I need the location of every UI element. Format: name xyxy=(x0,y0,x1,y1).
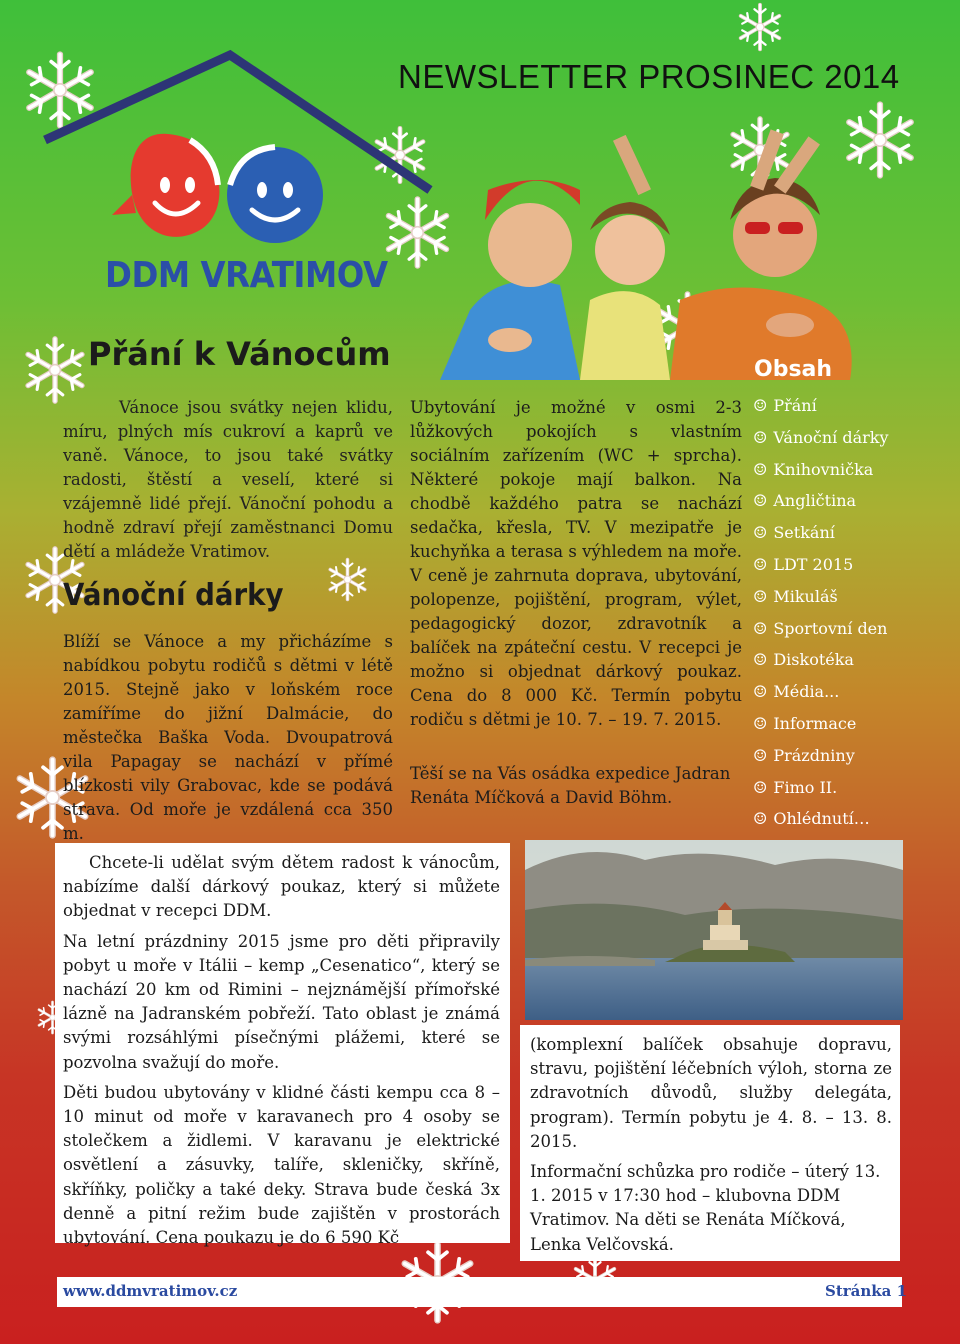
contents-item[interactable]: ☺ Vánoční dárky xyxy=(753,427,889,447)
contents-list xyxy=(753,390,889,835)
contents-item[interactable]: ☺ Angličtina xyxy=(753,491,857,511)
accommodation-paragraph: Ubytování je možné v osmi 2-3 lůžkových pokojích s vlastním sociálním zařízením (WC + sprcha). Některé pokoje mají balkon. Na chodbě každého patra se nachází sedačka, křesla, TV. V mezipatře je kuchyňka a terasa s výhledem na moře. V ceně je zahrnuta doprava, ubytování, polopenze, pojištění, program, výlet, pedagogický dozor, zdravotník a balíček na zpáteční cestu. V recepci je možno si objednat dárkový poukaz. Cena do 8 000 Kč. Termín pobytu rodiču s dětmi je 10. 7. – 19. 7. 2015. xyxy=(410,398,742,729)
contents-item[interactable]: ☺ Ohlédnutí… xyxy=(753,809,870,829)
contents-item[interactable]: ☺ Diskotéka xyxy=(753,650,854,670)
org-name: DDM VRATIMOV xyxy=(105,255,388,296)
gifts-heading: Vánoční dárky xyxy=(63,578,284,613)
smiley-icon: ☺ xyxy=(753,745,768,765)
italy-offer-box xyxy=(55,843,510,1248)
smiley-icon: ☺ xyxy=(753,491,768,511)
page-number: Stránka 1 xyxy=(825,1282,908,1300)
smiley-icon: ☺ xyxy=(753,427,768,447)
smiley-icon: ☺ xyxy=(753,586,768,606)
signature-paragraph: Těší se na Vás osádka expedice Jadran Renáta Míčková a David Böhm. xyxy=(410,764,731,807)
smiley-icon: ☺ xyxy=(753,459,768,479)
contents-item[interactable]: ☺ Mikuláš xyxy=(753,586,838,606)
smiley-icon: ☺ xyxy=(753,618,768,638)
children-photo xyxy=(440,110,860,380)
smiley-icon: ☺ xyxy=(753,523,768,543)
smiley-icon: ☺ xyxy=(753,396,768,415)
contents-item[interactable]: ☺ LDT 2015 xyxy=(753,554,854,574)
contents-item[interactable]: ☺ Informace xyxy=(753,713,857,733)
wish-heading: Přání k Vánocům xyxy=(88,335,391,373)
smiley-icon: ☺ xyxy=(753,713,768,733)
newsletter-title: NEWSLETTER PROSINEC 2014 xyxy=(398,58,900,95)
smiley-icon: ☺ xyxy=(753,650,768,670)
contents-item[interactable]: ☺ Fimo II. xyxy=(753,777,838,797)
wish-paragraph: Vánoce jsou svátky nejen klidu, míru, plných mís cukroví a kaprů ve vaně. Vánoce, to jsou také svátky radosti, štěstí a veselí, které si vzájemně lidé přejí. Vánoční pohodu a hodně zdraví přejí zaměstnanci Domu dětí a mládeže Vratimov. xyxy=(63,398,393,561)
snowflake-icon xyxy=(735,2,785,52)
snowflake-icon xyxy=(20,335,90,405)
package-paragraph: (komplexní balíček obsahuje dopravu, stravu, pojištění léčebních výloh, storna ze zdravotních důvodů, služby delegáta, program). Termín pobytu je 4. 8. – 13. 8. 2015. xyxy=(530,1035,892,1151)
website-link[interactable]: www.ddmvratimov.cz xyxy=(63,1282,238,1300)
contents-item[interactable]: ☺ Přání xyxy=(753,396,817,415)
contents-item[interactable]: ☺ Média... xyxy=(753,682,840,702)
meeting-paragraph: Informační schůzka pro rodiče – úterý 13. 1. 2015 v 17:30 hod – klubovna DDM Vratimov. Na děti se Renáta Míčková, Lenka Velčovská. xyxy=(530,1162,881,1254)
smiley-icon: ☺ xyxy=(753,682,768,702)
package-details-box xyxy=(520,1025,900,1261)
gifts-intro-paragraph: Blíží se Vánoce a my přicházíme s nabídkou pobytu rodičů s dětmi v létě 2015. Stejně jako v loňském roce zamíříme do jižní Dalmácie, do městečka Baška Voda. Dvoupatrová vila Papagay se nachází v přímé blízkosti vily Grabovac, kde se podává strava. Od moře je vzdálená cca 350 m. xyxy=(63,632,393,843)
contents-item[interactable]: ☺ Knihovnička xyxy=(753,459,874,479)
contents-item[interactable]: ☺ Prázdniny xyxy=(753,745,855,765)
smiley-icon: ☺ xyxy=(753,554,768,574)
italy-paragraph: Na letní prázdniny 2015 jsme pro děti připravily pobyt u moře v Itálii – kemp „Cesenatico“, který se nachází 20 km od Rimini – nejznámější přímořské lázně na Jadranském pobřeží. Tato oblast je známá svými rozsáhlými písečnými plážemi, které se pozvolna svažují do moře. xyxy=(63,931,500,1072)
island-photo xyxy=(525,840,903,1020)
contents-heading: Obsah xyxy=(754,357,833,382)
caravan-paragraph: Děti budou ubytovány v klidné části kempu cca 8 – 10 minut od moře v karavanech pro 4 osoby se stolečkem a židlemi. V karavanu je elektrické osvětlení a zásuvky, talíře, skleničky, skříně, skříňky, poličky a také deky. Strava bude česká 3x denně a pitní režim bude zajištěn v prostorách ubytování. Cena poukazu je do 6 590 Kč xyxy=(63,1082,500,1248)
voucher-paragraph: Chcete-li udělat svým dětem radost k vánocům, nabízíme další dárkový poukaz, který si můžete objednat v recepci DDM. xyxy=(63,853,500,921)
smiley-icon: ☺ xyxy=(753,777,768,797)
contents-item[interactable]: ☺ Sportovní den xyxy=(753,618,888,638)
smiley-icon: ☺ xyxy=(753,809,768,829)
contents-item[interactable]: ☺ Setkání xyxy=(753,523,835,543)
